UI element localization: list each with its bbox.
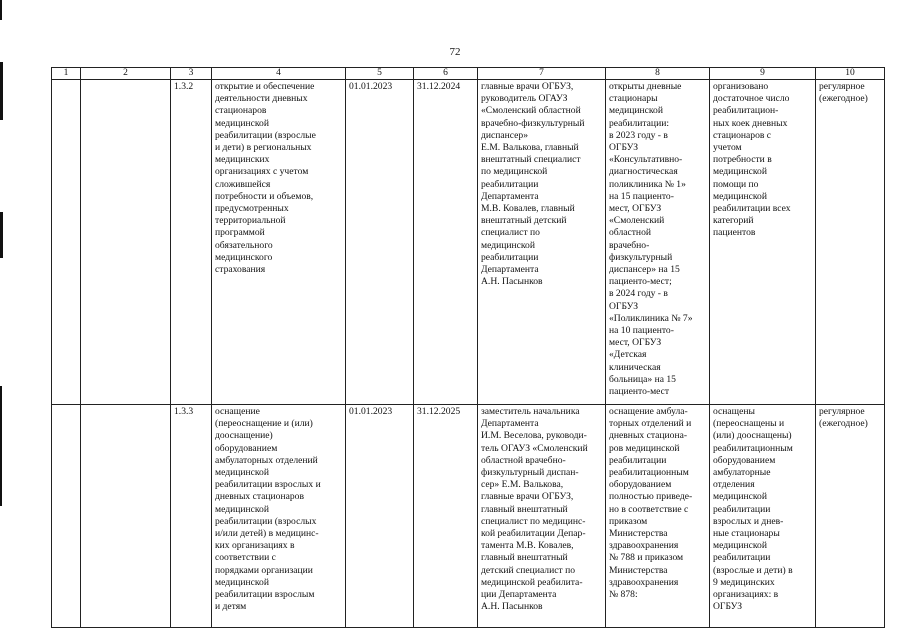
cell-empty-col-1: [52, 80, 81, 405]
cell-indicator: организовано достаточное число реабилитацион- ных коек дневных стационаров с учетом потребности в медицинской помощи по медицинской реабилитации всех категорий пациентов: [710, 80, 816, 405]
cell-start-date: 01.01.2023: [346, 80, 414, 405]
header-col-10: 10: [816, 68, 885, 80]
header-col-6: 6: [414, 68, 478, 80]
cell-responsible: главные врачи ОГБУЗ, руководитель ОГАУЗ «Смоленский областной врачебно-физкультурный диспансер» Е.М. Валькова, главный внештатный специалист по медицинской реабилитации Департамента М.В. Ковалев, главный внештатный детский специалист по медицинской реабилитации Департамента А.Н. Пасынков: [478, 80, 606, 405]
cell-frequency: регулярное (ежегодное): [816, 405, 885, 628]
cell-end-date: 31.12.2025: [414, 405, 478, 628]
header-col-2: 2: [81, 68, 171, 80]
header-col-7: 7: [478, 68, 606, 80]
table-row: [52, 405, 885, 628]
header-col-3: 3: [171, 68, 212, 80]
scan-edge-mark-top: [0, 0, 2, 20]
cell-action: открытие и обеспечение деятельности дневных стационаров медицинской реабилитации (взрослые и дети) в региональных медицинских организациях с учетом сложившейся потребности и объемов, предусмотренных территориальной программой обязательного медицинского страхования: [212, 80, 346, 405]
header-row: [52, 68, 885, 80]
cell-empty-col-1: [52, 405, 81, 628]
cell-responsible: заместитель начальника Департамента И.М. Веселова, руководи- тель ОГАУЗ «Смоленский областной врачебно- физкультурный диспан- сер» Е.М. Валькова, главные врачи ОГБУЗ, главный внештатный специалист по медицинс- кой реабилитации Депар- тамента М.В. Ковалев, главный внештатный детский специалист по медицинской реабилита- ции Департамента А.Н. Пасынков: [478, 405, 606, 628]
header-col-4: 4: [212, 68, 346, 80]
cell-empty-col-2: [81, 405, 171, 628]
cell-empty-col-2: [81, 80, 171, 405]
plan-table: [51, 67, 885, 628]
header-col-8: 8: [606, 68, 710, 80]
cell-start-date: 01.01.2023: [346, 405, 414, 628]
cell-frequency: регулярное (ежегодное): [816, 80, 885, 405]
cell-item-number: 1.3.3: [171, 405, 212, 628]
cell-result: оснащение амбула- торных отделений и дневных стациона- ров медицинской реабилитации реабилитационным оборудованием полностью приведе- но в соответствие с приказом Министерства здравоохранения № 788 и приказом Министерства здравоохранения № 878:: [606, 405, 710, 628]
cell-item-number: 1.3.2: [171, 80, 212, 405]
cell-result: открыты дневные стационары медицинской реабилитации: в 2023 году - в ОГБУЗ «Консультативно- диагностическая поликлиника № 1» на 15 пациенто- мест, ОГБУЗ «Смоленский областной врачебно- физкультурный диспансер» на 15 пациенто-мест; в 2024 году - в ОГБУЗ «Поликлиника № 7» на 10 пациенто- мест, ОГБУЗ «Детская клиническая больница» на 15 пациенто-мест: [606, 80, 710, 405]
cell-end-date: 31.12.2024: [414, 80, 478, 405]
scan-edge-mark-lower: [0, 386, 2, 506]
cell-indicator: оснащены (переоснащены и (или) дооснащены) реабилитационным оборудованием амбулаторные отделения медицинской реабилитации взрослых и днев- ные стационары медицинской реабилитации (взрослые и дети) в 9 медицинских организациях: в ОГБУЗ: [710, 405, 816, 628]
page-number: 72: [449, 46, 461, 58]
cell-action: оснащение (переоснащение и (или) дооснащение) оборудованием амбулаторных отделений медицинской реабилитации взрослых и дневных стационаров медицинской реабилитации (взрослых и/или детей) в медицинс- ких организациях в соответствии с порядками организации медицинской реабилитации взрослым и детям: [212, 405, 346, 628]
scan-edge-mark-upper: [0, 62, 3, 120]
scan-edge-mark-middle: [0, 212, 3, 258]
table-row: [52, 80, 885, 405]
header-col-1: 1: [52, 68, 81, 80]
header-col-9: 9: [710, 68, 816, 80]
header-col-5: 5: [346, 68, 414, 80]
